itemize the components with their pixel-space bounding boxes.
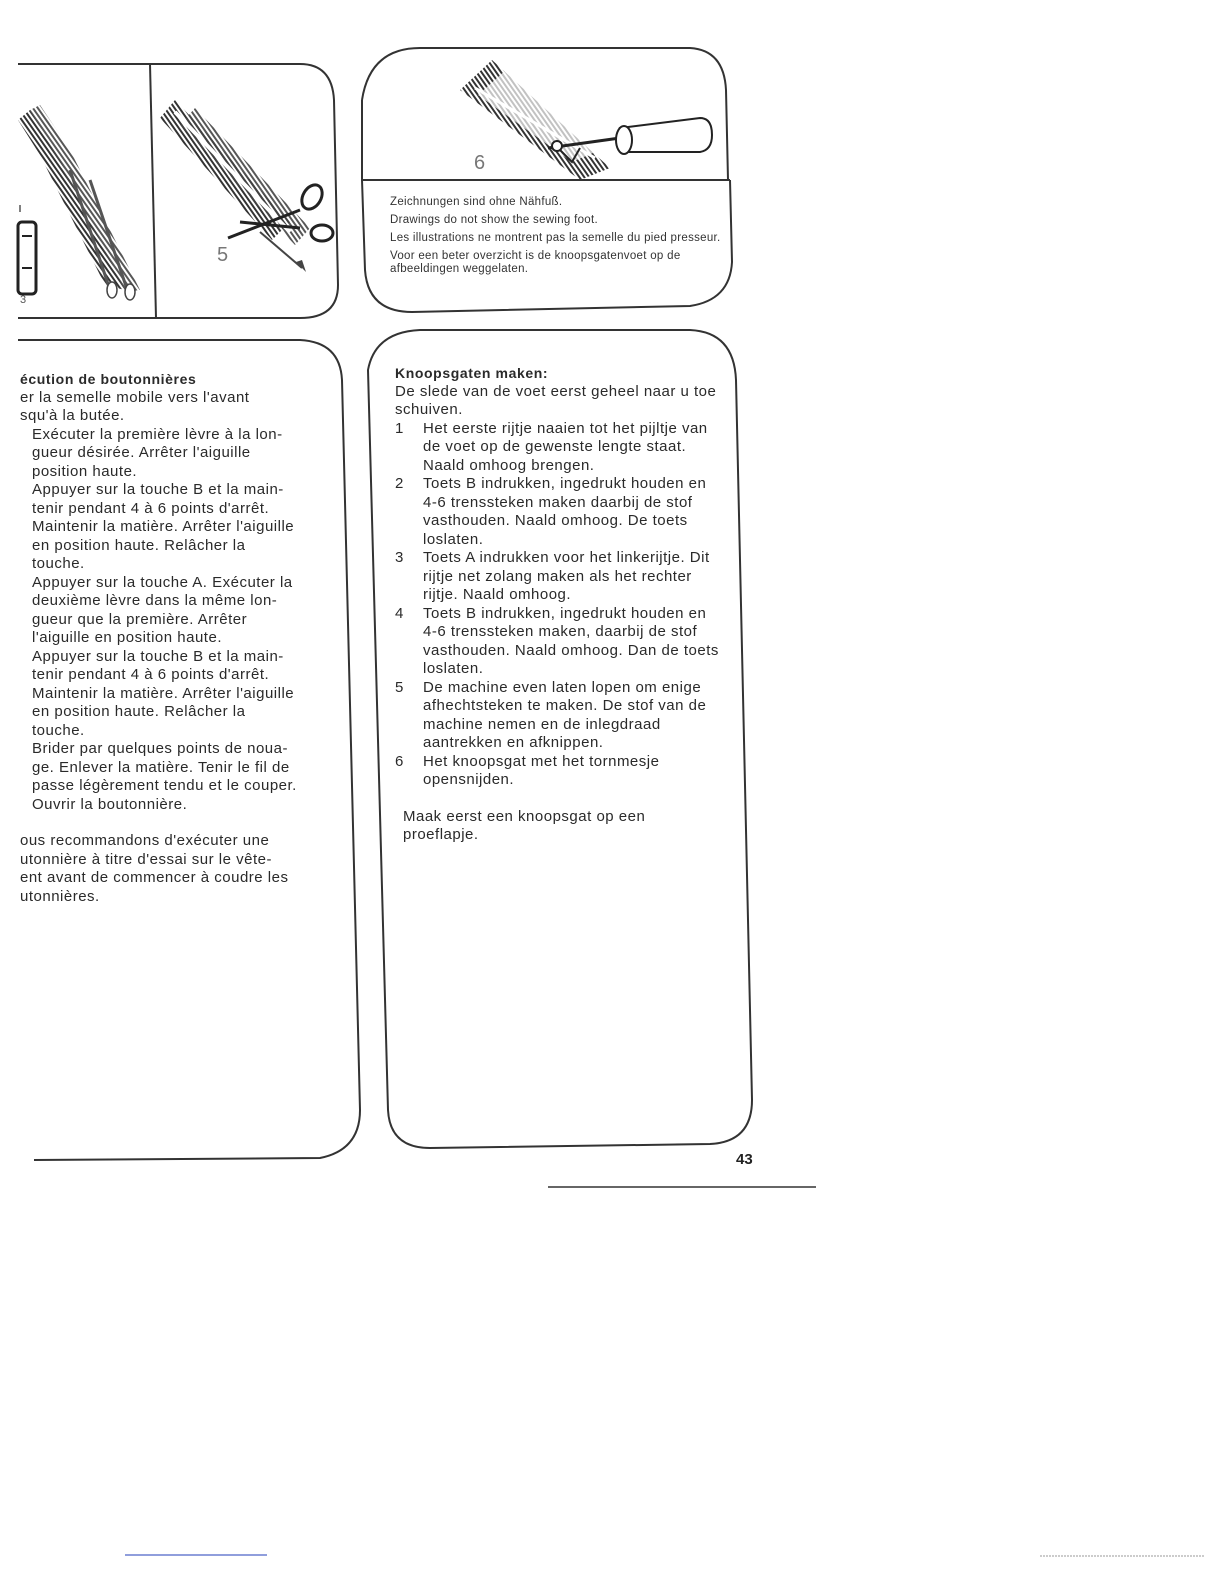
list-item — [395, 679, 725, 753]
french-line: squ'à la butée. — [20, 407, 125, 424]
french-line: Exécuter la première lèvre à la lon- — [32, 425, 283, 443]
french-line: ge. Enlever la matière. Tenir le fil de — [32, 758, 290, 776]
figure-number-partial: 3 — [20, 294, 27, 306]
dutch-steps-list — [395, 420, 725, 790]
list-item — [395, 549, 725, 605]
step-text: Toets B indrukken, ingedrukt houden en 4-6 trenssteken maken daarbij de stof vasthouden. Naald omhoog. De toets loslaten. — [423, 475, 707, 548]
caption-dutch: Voor een beter overzicht is de knoopsgatenvoet op de afbeeldingen weggelaten. — [390, 250, 681, 275]
step-number: 3 — [395, 549, 404, 566]
french-line: tenir pendant 4 à 6 points d'arrêt. — [32, 666, 270, 683]
step-text: De machine even laten lopen om enige afhechtsteken te maken. De stof van de machine nemen en de inlegdraad aantrekken en afknippen. — [423, 678, 707, 751]
french-instructions — [20, 370, 338, 906]
caption-english: Drawings do not show the sewing foot. — [390, 214, 598, 226]
french-line: Appuyer sur la touche B et la main- — [32, 481, 284, 498]
figure-caption — [390, 196, 730, 281]
buttonhole-illustration-4 — [18, 105, 140, 300]
french-line: Maintenir la matière. Arrêter l'aiguille — [32, 518, 295, 535]
list-item — [395, 420, 725, 476]
step-text: Het eerste rijtje naaien tot het pijltje van de voet op de gewenste lengte staat. Naald omhoog brengen. — [423, 419, 708, 474]
step-number: 5 — [395, 678, 404, 696]
french-heading: écution de boutonnières — [20, 371, 197, 387]
dutch-note: Maak eerst een knoopsgat op een proeflapje. — [403, 807, 646, 843]
buttonhole-illustration-5 — [160, 100, 310, 272]
figure-number-6: 6 — [474, 152, 486, 174]
french-line: en position haute. Relâcher la — [32, 536, 246, 554]
french-line: position haute. — [32, 462, 138, 480]
french-line: touche. — [32, 555, 85, 572]
figure-number-5: 5 — [217, 244, 229, 266]
french-line: er la semelle mobile vers l'avant — [20, 388, 250, 406]
french-line: Brider par quelques points de noua- — [32, 740, 288, 757]
french-line: gueur désirée. Arrêter l'aiguille — [32, 444, 251, 461]
page-number: 43 — [736, 1151, 753, 1168]
french-line: passe légèrement tendu et le couper. — [32, 777, 297, 794]
caption-french: Les illustrations ne montrent pas la semelle du pied presseur. — [390, 232, 721, 244]
french-line: Appuyer sur la touche A. Exécuter la — [32, 573, 293, 591]
step-number: 2 — [395, 475, 404, 492]
french-note-line: utonnières. — [20, 887, 100, 905]
dutch-heading: Knoopsgaten maken: — [395, 365, 549, 381]
dutch-intro: De slede van de voet eerst geheel naar u toe schuiven. — [395, 382, 717, 418]
list-item — [395, 753, 725, 790]
caption-german: Zeichnungen sind ohne Nähfuß. — [390, 196, 563, 208]
french-line: Maintenir la matière. Arrêter l'aiguille — [32, 684, 295, 702]
french-line: deuxième lèvre dans la même lon- — [32, 592, 278, 609]
french-line: Ouvrir la boutonnière. — [32, 795, 188, 813]
list-item — [395, 605, 725, 679]
step-text: Toets B indrukken, ingedrukt houden en 4-6 trenssteken maken, daarbij de stof vasthouden. Naald omhoog. Dan de toets loslaten. — [423, 604, 719, 677]
french-line: en position haute. Relâcher la — [32, 703, 246, 720]
french-line: tenir pendant 4 à 6 points d'arrêt. — [32, 499, 270, 517]
step-number: 1 — [395, 419, 404, 437]
french-note-line: ent avant de commencer à coudre les — [20, 869, 289, 886]
french-line: Appuyer sur la touche B et la main- — [32, 647, 284, 665]
dutch-instructions — [395, 364, 725, 845]
step-text: Toets A indrukken voor het linkerijtje. Dit rijtje net zolang maken als het rechter rijtje. Naald omhoog. — [423, 549, 710, 603]
step-number: 6 — [395, 752, 404, 770]
step-text: Het knoopsgat met het tornmesje opensnijden. — [423, 752, 660, 788]
french-note-line: ous recommandons d'exécuter une — [20, 832, 270, 849]
list-item — [395, 475, 725, 549]
french-note-line: utonnière à titre d'essai sur le vête- — [20, 850, 272, 868]
french-line: l'aiguille en position haute. — [32, 629, 222, 646]
step-number: 4 — [395, 604, 404, 622]
french-line: gueur que la première. Arrêter — [32, 610, 248, 628]
french-line: touche. — [32, 721, 85, 739]
